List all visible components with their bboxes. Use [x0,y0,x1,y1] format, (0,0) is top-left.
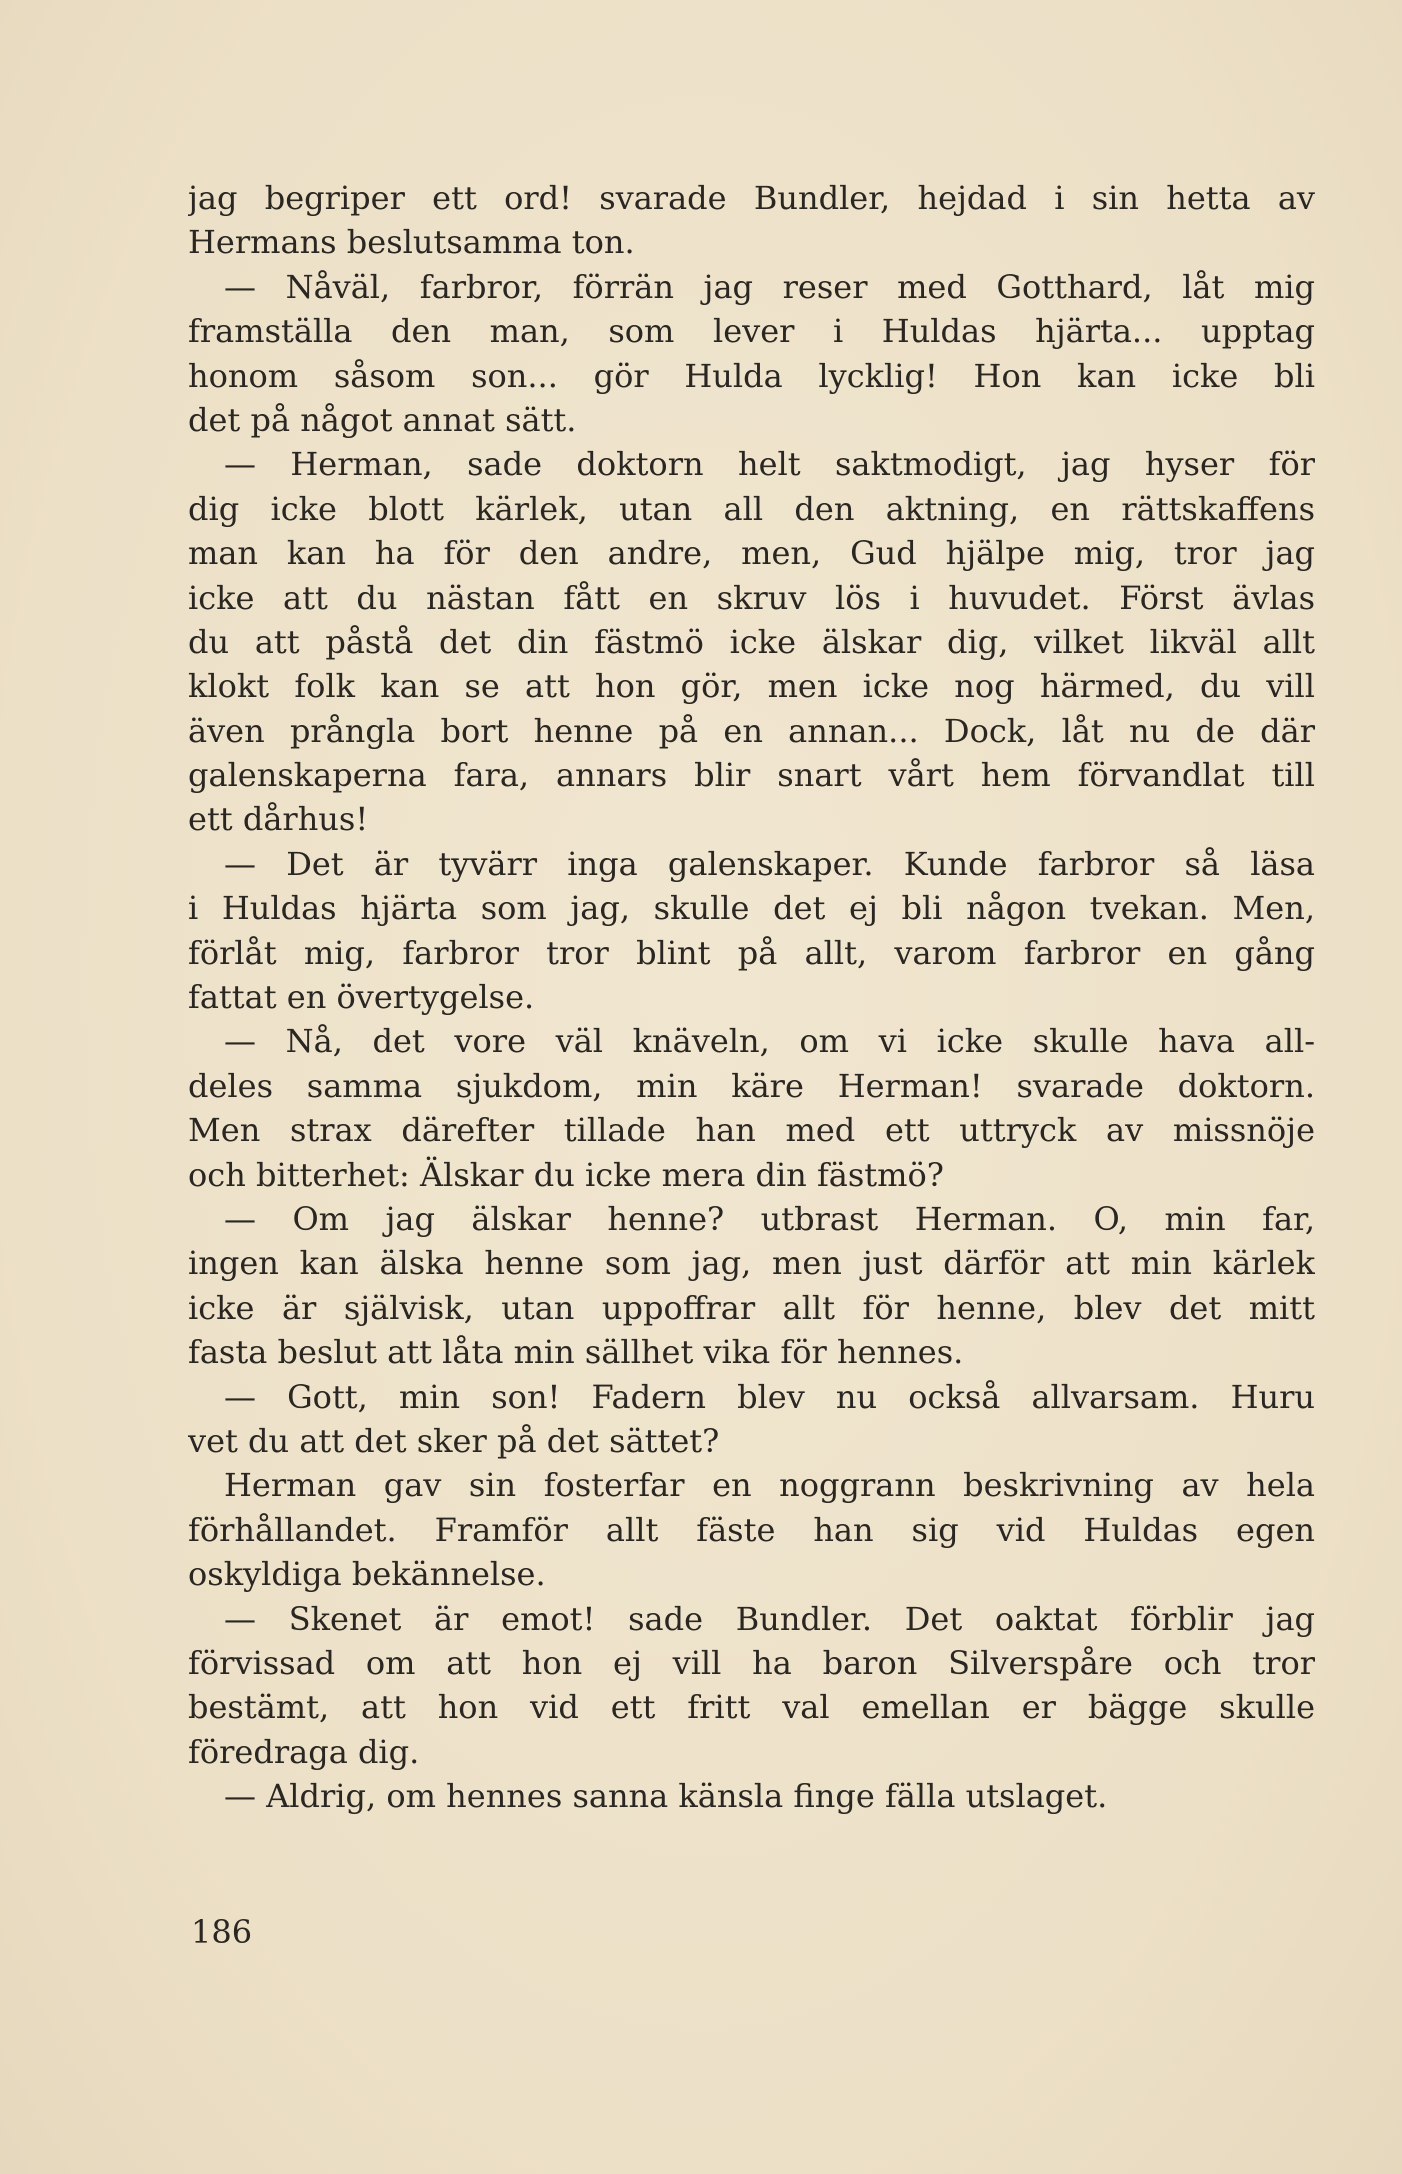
text-line: jag begriper ett ord! svarade Bundler, hejdad i sin hetta av [188,179,1315,217]
text-line: ett dårhus! [188,800,369,839]
text-line: förhållandet. Framför allt fäste han sig vid Huldas egen [188,1510,1315,1549]
text-line: honom såsom son... gör Hulda lycklig! Hon kan icke bli [188,356,1315,395]
text-line: vet du att det sker på det sättet? [188,1421,720,1460]
text-line: man kan ha för den andre, men, Gud hjälpe mig, tror jag [188,534,1315,573]
text-line: fattat en övertygelse. [188,978,535,1017]
text-line: deles samma sjukdom, min käre Herman! svarade doktorn. [188,1066,1315,1105]
text-line: — Nåväl, farbror, förrän jag reser med Gotthard, låt mig [224,267,1315,306]
text-line: — Nå, det vore väl knäveln, om vi icke skulle hava all- [224,1022,1315,1061]
text-line: fasta beslut att låta min sällhet vika för hennes. [188,1333,964,1372]
text-line: galenskaperna fara, annars blir snart vårt hem förvandlat till [188,756,1315,795]
text-line: oskyldiga bekännelse. [188,1555,546,1594]
text-line: förlåt mig, farbror tror blint på allt, varom farbror en gång [188,933,1315,972]
text-line: du att påstå det din fästmö icke älskar dig, vilket likväl allt [188,622,1315,661]
text-line: Men strax därefter tillade han med ett uttryck av missnöje [188,1111,1315,1150]
text-line: ingen kan älska henne som jag, men just därför att min kärlek [188,1244,1315,1283]
text-line: — Aldrig, om hennes sanna känsla finge fälla utslaget. [224,1777,1108,1816]
text-line: icke att du nästan fått en skruv lös i huvudet. Först ävlas [188,578,1315,617]
page-number: 186 [191,1913,253,1951]
text-line: förvissad om att hon ej vill ha baron Silverspåre och tror [188,1643,1315,1682]
text-line: dig icke blott kärlek, utan all den aktning, en rättskaffens [188,489,1315,528]
text-line: framställa den man, som lever i Huldas hjärta... upptag [188,312,1315,351]
text-line: även prångla bort henne på en annan... Dock, låt nu de där [188,711,1315,750]
text-line: föredraga dig. [188,1732,420,1771]
text-line: Hermans beslutsamma ton. [188,223,635,262]
text-line: och bitterhet: Älskar du icke mera din fästmö? [188,1155,944,1194]
text-line: — Gott, min son! Fadern blev nu också allvarsam. Huru [224,1377,1315,1416]
text-line: i Huldas hjärta som jag, skulle det ej bli någon tvekan. Men, [188,889,1315,928]
text-line: — Herman, sade doktorn helt saktmodigt, jag hyser för [224,445,1315,484]
text-line: — Om jag älskar henne? utbrast Herman. O, min far, [224,1199,1315,1238]
body-text [188,176,1315,1818]
text-line: — Skenet är emot! sade Bundler. Det oaktat förblir jag [224,1599,1315,1638]
text-line: klokt folk kan se att hon gör, men icke nog härmed, du vill [188,667,1315,706]
text-line: Herman gav sin fosterfar en noggrann beskrivning av hela [224,1466,1315,1505]
text-line: — Det är tyvärr inga galenskaper. Kunde farbror så läsa [224,844,1315,883]
text-line: bestämt, att hon vid ett fritt val emellan er bägge skulle [188,1688,1315,1727]
text-line: icke är självisk, utan uppoffrar allt för henne, blev det mitt [188,1288,1315,1327]
text-line: det på något annat sätt. [188,400,577,439]
